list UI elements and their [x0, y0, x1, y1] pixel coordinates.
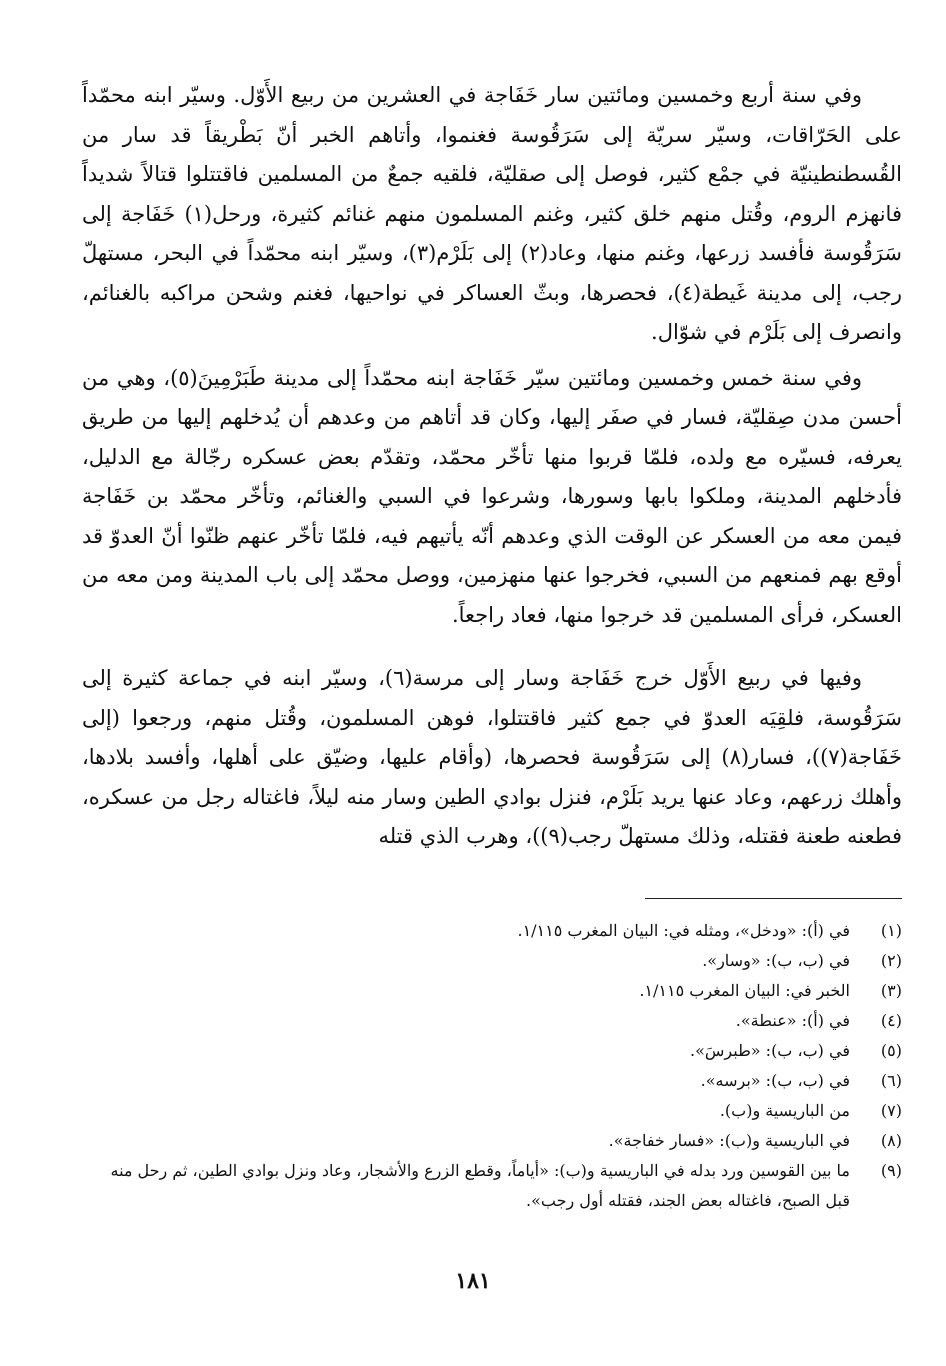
- footnote-7: [96, 1096, 902, 1126]
- footnote-9: [96, 1156, 902, 1216]
- footnote-text: في الباريسية و(ب): «فسار خفاجة».: [608, 1131, 850, 1150]
- paragraph-3: وفيها في ربيع الأَوّل خرج خَفَاجة وسار إلى مرسة(٦)، وسيّر ابنه في جماعة كثيرة إلى سَرَقُوسة، فلقِيَه العدوّ في جمع كثير فاقتتلوا، فوهن المسلمون، وقُتل منهم، ورجعوا (إلى خَفَاجة(٧))، فسار(٨) إلى سَرَقُوسة فحصرها، (وأقام عليها، وضيّق على أهلها، وأفسد بلادها، وأهلك زرعهم، وعاد عنها يريد بَلَرْم، فنزل بوادي الطين وسار منه ليلاً، فاغتاله رجل من عسكره، فطعنه طعنة فقتله، وذلك مستهلّ رجب(٩))، وهرب الذي قتله: [82, 666, 902, 848]
- footnote-text: من الباريسية و(ب).: [719, 1101, 850, 1120]
- footnote-text: في (ب، ب): «برسه».: [700, 1071, 850, 1090]
- footnote-text: في (أ): «ودخل»، ومثله في: البيان المغرب ١/١١٥.: [517, 921, 850, 940]
- footnote-number: (٢): [880, 951, 902, 970]
- footnote-number: (٤): [880, 1011, 902, 1030]
- footnote-1: [96, 916, 902, 946]
- footnote-text: في (ب، ب): «وسار».: [702, 951, 850, 970]
- footnote-text: ما بين القوسين ورد بدله في الباريسية و(ب): «أياماً، وقطع الزرع والأشجار، وعاد ونزل بوادي الطين، ثم رحل منه قبل الصبح، فاغتاله بعض الجند، فقتله أول رجب».: [110, 1161, 850, 1210]
- footnote-6: [96, 1066, 902, 1096]
- footnote-number: (٩): [880, 1161, 902, 1180]
- footnote-8: [96, 1126, 902, 1156]
- footnote-3: [96, 976, 902, 1006]
- footnote-number: (٣): [880, 981, 902, 1000]
- footnote-separator: [645, 898, 902, 899]
- footnote-number: (٨): [880, 1131, 902, 1150]
- page-number: ١٨١: [455, 1268, 491, 1294]
- footnote-2: [96, 946, 902, 976]
- footnote-number: (٦): [880, 1071, 902, 1090]
- footnote-4: [96, 1006, 902, 1036]
- main-text: [82, 76, 902, 857]
- paragraph-1: وفي سنة أربع وخمسين ومائتين سار خَفَاجة في العشرين من ربيع الأَوّل. وسيّر ابنه محمّداً على الحَرّاقات، وسيّر سريّة إلى سَرَقُوسة فغنموا، وأتاهم الخبر أنّ بَطْريقاً قد سار من القُسطنطينيّة في جمْع كثير، فوصل إلى صقليّة، فلقيه جمعٌ من المسلمين فاقتتلوا قتالاً شديداً فانهزم الروم، وقُتل منهم خلق كثير، وغنم المسلمون منهم غنائم كثيرة، ورحل(١) خَفَاجة إلى سَرَقُوسة فأفسد زرعها، وغنم منها، وعاد(٢) إلى بَلَرْم(٣)، وسيّر ابنه محمّداً في البحر، مستهلّ رجب، إلى مدينة غَيطة(٤)، فحصرها، وبثّ العساكر في نواحيها، فغنم وشحن مراكبه بالغنائم، وانصرف إلى بَلَرْم في شوّال.: [82, 83, 902, 344]
- footnote-text: في (أ): «عنطة».: [735, 1011, 850, 1030]
- footnote-text: في (ب، ب): «طبرسَ».: [690, 1041, 850, 1060]
- paragraph-2: وفي سنة خمس وخمسين ومائتين سيّر خَفَاجة ابنه محمّداً إلى مدينة طَبَرْمِينَ(٥)، وهي من أحسن مدن صِقليّة، فسار في صفَر إليها، وكان قد أتاهم من وعدهم أن يُدخلهم إليها من طريق يعرفه، فسيّره مع ولده، فلمّا قربوا منها تأخّر محمّد، وتقدّم بعض عسكره رجّالة مع الدليل، فأدخلهم المدينة، وملكوا بابها وسورها، وشرعوا في السبي والغنائم، وتأخّر محمّد بن خَفَاجة فيمن معه من العسكر عن الوقت الذي وعدهم أنّه يأتيهم فيه، فلمّا تأخّر عنهم ظنّوا أنّ العدوّ قد أوقع بهم فمنعهم من السبي، فخرجوا عنها منهزمين، ووصل محمّد إلى باب المدينة ومن معه من العسكر، فرأى المسلمين قد خرجوا منها، فعاد راجعاً.: [82, 365, 902, 627]
- footnote-number: (٥): [880, 1041, 902, 1060]
- footnote-text: الخبر في: البيان المغرب ١/١١٥.: [639, 981, 850, 1000]
- footnote-number: (٧): [880, 1101, 902, 1120]
- footnotes: [96, 916, 902, 1216]
- footnote-number: (١): [880, 921, 902, 940]
- footnote-5: [96, 1036, 902, 1066]
